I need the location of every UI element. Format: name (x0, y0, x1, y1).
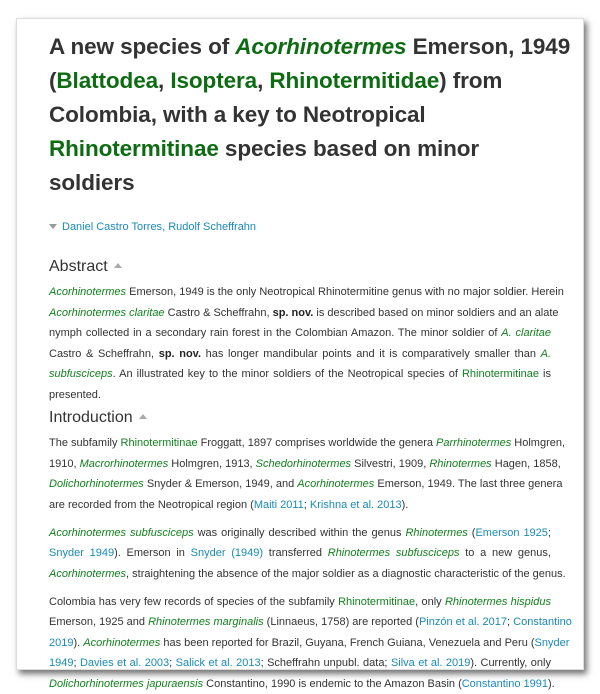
taxon-name: Acorhinotermes (83, 637, 160, 649)
taxon-link[interactable]: Rhinotermitidae (269, 68, 439, 93)
taxon-link[interactable]: Isoptera (170, 68, 257, 93)
taxon-name: Acorhinotermes claritae (49, 307, 165, 319)
text-line (49, 364, 551, 385)
text-line (49, 454, 551, 475)
text-line (49, 474, 551, 495)
citation-link[interactable]: Maiti 2011 (254, 499, 304, 511)
taxon-link[interactable]: Rhinotermitinae (121, 437, 198, 449)
text-line (49, 132, 551, 166)
text: ) from (439, 68, 502, 93)
taxon-name: Acorhinotermes (49, 286, 126, 298)
text: ; (548, 527, 551, 539)
text: ; (507, 616, 513, 628)
text: Holmgren, (511, 437, 565, 449)
abstract-heading: Abstract (49, 258, 108, 275)
text: nymph collected in a secondary rain forest in the Colombian Amazon. The minor soldier of (49, 327, 501, 339)
taxon-name: Acorhinotermes (235, 34, 406, 59)
text: ( (468, 527, 476, 539)
text: has been reported for Brazil, Guyana, French Guiana, Venezuela and Peru ( (160, 637, 534, 649)
citation-link[interactable]: Emerson 1925 (475, 527, 547, 539)
text: (Linnaeus, 1758) are reported ( (264, 616, 419, 628)
citation-link[interactable]: Constantino (513, 616, 572, 628)
text: presented. (49, 389, 101, 401)
taxon-name: Parrhinotermes (436, 437, 511, 449)
text: 1910, (49, 458, 80, 470)
text-line (49, 653, 551, 674)
taxon-name: A. (541, 348, 551, 360)
taxon-name: A. claritae (501, 327, 551, 339)
text: Colombia has very few records of species of the subfamily (49, 596, 338, 608)
text: , (257, 68, 269, 93)
text: ( (49, 68, 56, 93)
text: soldiers (49, 170, 135, 195)
text: Emerson, 1925 and (49, 616, 148, 628)
paragraph (49, 282, 551, 405)
author-link[interactable]: Daniel Castro Torres (62, 221, 162, 233)
citation-link[interactable]: Snyder 1949 (49, 547, 114, 559)
text: , straightening the absence of the major soldier as a diagnostic characteristic of the genus. (126, 568, 566, 580)
text: was originally described within the genus (194, 527, 406, 539)
text: ; Scheffrahn unpubl. data; (261, 657, 391, 669)
taxon-link[interactable]: Rhinotermitinae (338, 596, 415, 608)
citation-link[interactable]: Salick et al. 2013 (176, 657, 261, 669)
text-line (49, 98, 551, 132)
taxon-name: Schedorhinotermes (256, 458, 351, 470)
text: Holmgren, 1913, (168, 458, 255, 470)
text: ). Currently, only (470, 657, 551, 669)
citation-link[interactable]: Constantino 1991 (462, 678, 548, 690)
text: Hagen, 1858, (492, 458, 561, 470)
text: Emerson, 1949 is the only Neotropical Rhinotermitine genus with no major soldier. Herein (126, 286, 564, 298)
taxon-name: Acorhinotermes subfusciceps (49, 527, 194, 539)
citation-link[interactable]: Pinzón et al. 2017 (419, 616, 507, 628)
citation-link[interactable]: 2019 (49, 637, 73, 649)
author-link[interactable]: Rudolf Scheffrahn (168, 221, 256, 233)
text-line (49, 433, 551, 454)
taxon-name: Rhinotermes hispidus (445, 596, 551, 608)
paragraph (49, 523, 551, 585)
introduction-body (49, 433, 551, 694)
text-line (49, 495, 551, 516)
citation-link[interactable]: Snyder (535, 637, 570, 649)
text: are recorded from the Neotropical region ( (49, 499, 254, 511)
taxon-name: Acorhinotermes (297, 478, 374, 490)
text: ). (548, 678, 555, 690)
text-line (49, 166, 551, 200)
text: Snyder & Emerson, 1949, and (144, 478, 297, 490)
text: is described based on minor soldiers and an alate (313, 307, 558, 319)
taxon-name: subfusciceps (49, 368, 113, 380)
text: transferred (263, 547, 328, 559)
text-line (49, 303, 551, 324)
citation-link[interactable]: Silva et al. 2019 (391, 657, 470, 669)
citation-link[interactable]: Snyder (1949) (191, 547, 263, 559)
text-line (49, 344, 551, 365)
collapse-introduction-icon[interactable] (139, 414, 147, 419)
taxon-name: Rhinotermes (405, 527, 467, 539)
text: ; (73, 657, 80, 669)
text: Constantino, 1990 is endemic to the Amazon Basin ( (203, 678, 462, 690)
text-line (49, 523, 551, 544)
taxon-name: Dolichorhinotermes japuraensis (49, 678, 203, 690)
taxon-name: Rhinotermes (429, 458, 491, 470)
paragraph (49, 592, 551, 694)
text: ). (73, 637, 83, 649)
abstract-section-header (49, 257, 551, 277)
abstract-body (49, 282, 551, 405)
text-line (49, 282, 551, 303)
taxon-link[interactable]: Rhinotermitinae (462, 368, 539, 380)
text: , only (415, 596, 445, 608)
citation-link[interactable]: Davies et al. 2003 (80, 657, 169, 669)
taxon-name: Rhinotermes subfusciceps (328, 547, 460, 559)
text: ; (169, 657, 176, 669)
citation-link[interactable]: Krishna et al. 2013 (310, 499, 402, 511)
text-line (49, 323, 551, 344)
text: , (158, 68, 170, 93)
text-line (49, 543, 551, 564)
text-line (49, 633, 551, 654)
text: . An illustrated key to the minor soldiers of the Neotropical species of (113, 368, 462, 380)
text: Colombia, with a key to Neotropical (49, 102, 426, 127)
text: is (539, 368, 551, 380)
bold-text: sp. nov. (159, 348, 201, 360)
introduction-section-header (49, 408, 551, 428)
expand-authors-icon[interactable] (49, 224, 57, 229)
text: species based on minor (219, 136, 479, 161)
text-line (49, 612, 551, 633)
text: Castro & Scheffrahn, (49, 348, 159, 360)
citation-link[interactable]: 1949 (49, 657, 73, 669)
text: ). (402, 499, 409, 511)
author-separator: , (162, 221, 168, 233)
text: Silvestri, 1909, (351, 458, 429, 470)
text-line (49, 564, 551, 585)
text: Emerson, 1949 (406, 34, 570, 59)
taxon-name: Acorhinotermes (49, 568, 126, 580)
text: Froggatt, 1897 comprises worldwide the genera (198, 437, 436, 449)
introduction-heading: Introduction (49, 409, 133, 426)
taxon-name: Dolichorhinotermes (49, 478, 144, 490)
text: has longer mandibular points and it is comparatively smaller than (201, 348, 541, 360)
paragraph (49, 433, 551, 515)
article-title (49, 30, 551, 200)
taxon-name: Rhinotermes marginalis (148, 616, 264, 628)
text: ). Emerson in (114, 547, 191, 559)
text-line (49, 385, 551, 406)
text-line (49, 592, 551, 613)
text: Emerson, 1949. The last three genera (374, 478, 562, 490)
text: ; (304, 499, 310, 511)
taxon-link[interactable]: Rhinotermitinae (49, 136, 219, 161)
text-line (49, 674, 551, 694)
text: Castro & Scheffrahn, (165, 307, 273, 319)
text: The subfamily (49, 437, 121, 449)
collapse-abstract-icon[interactable] (114, 263, 122, 268)
bold-text: sp. nov. (273, 307, 314, 319)
text-line (49, 30, 551, 64)
author-list (49, 219, 551, 235)
text-line (49, 64, 551, 98)
taxon-name: Macrorhinotermes (80, 458, 169, 470)
text: A new species of (49, 34, 235, 59)
taxon-link[interactable]: Blattodea (56, 68, 158, 93)
text: to a new genus, (459, 547, 551, 559)
